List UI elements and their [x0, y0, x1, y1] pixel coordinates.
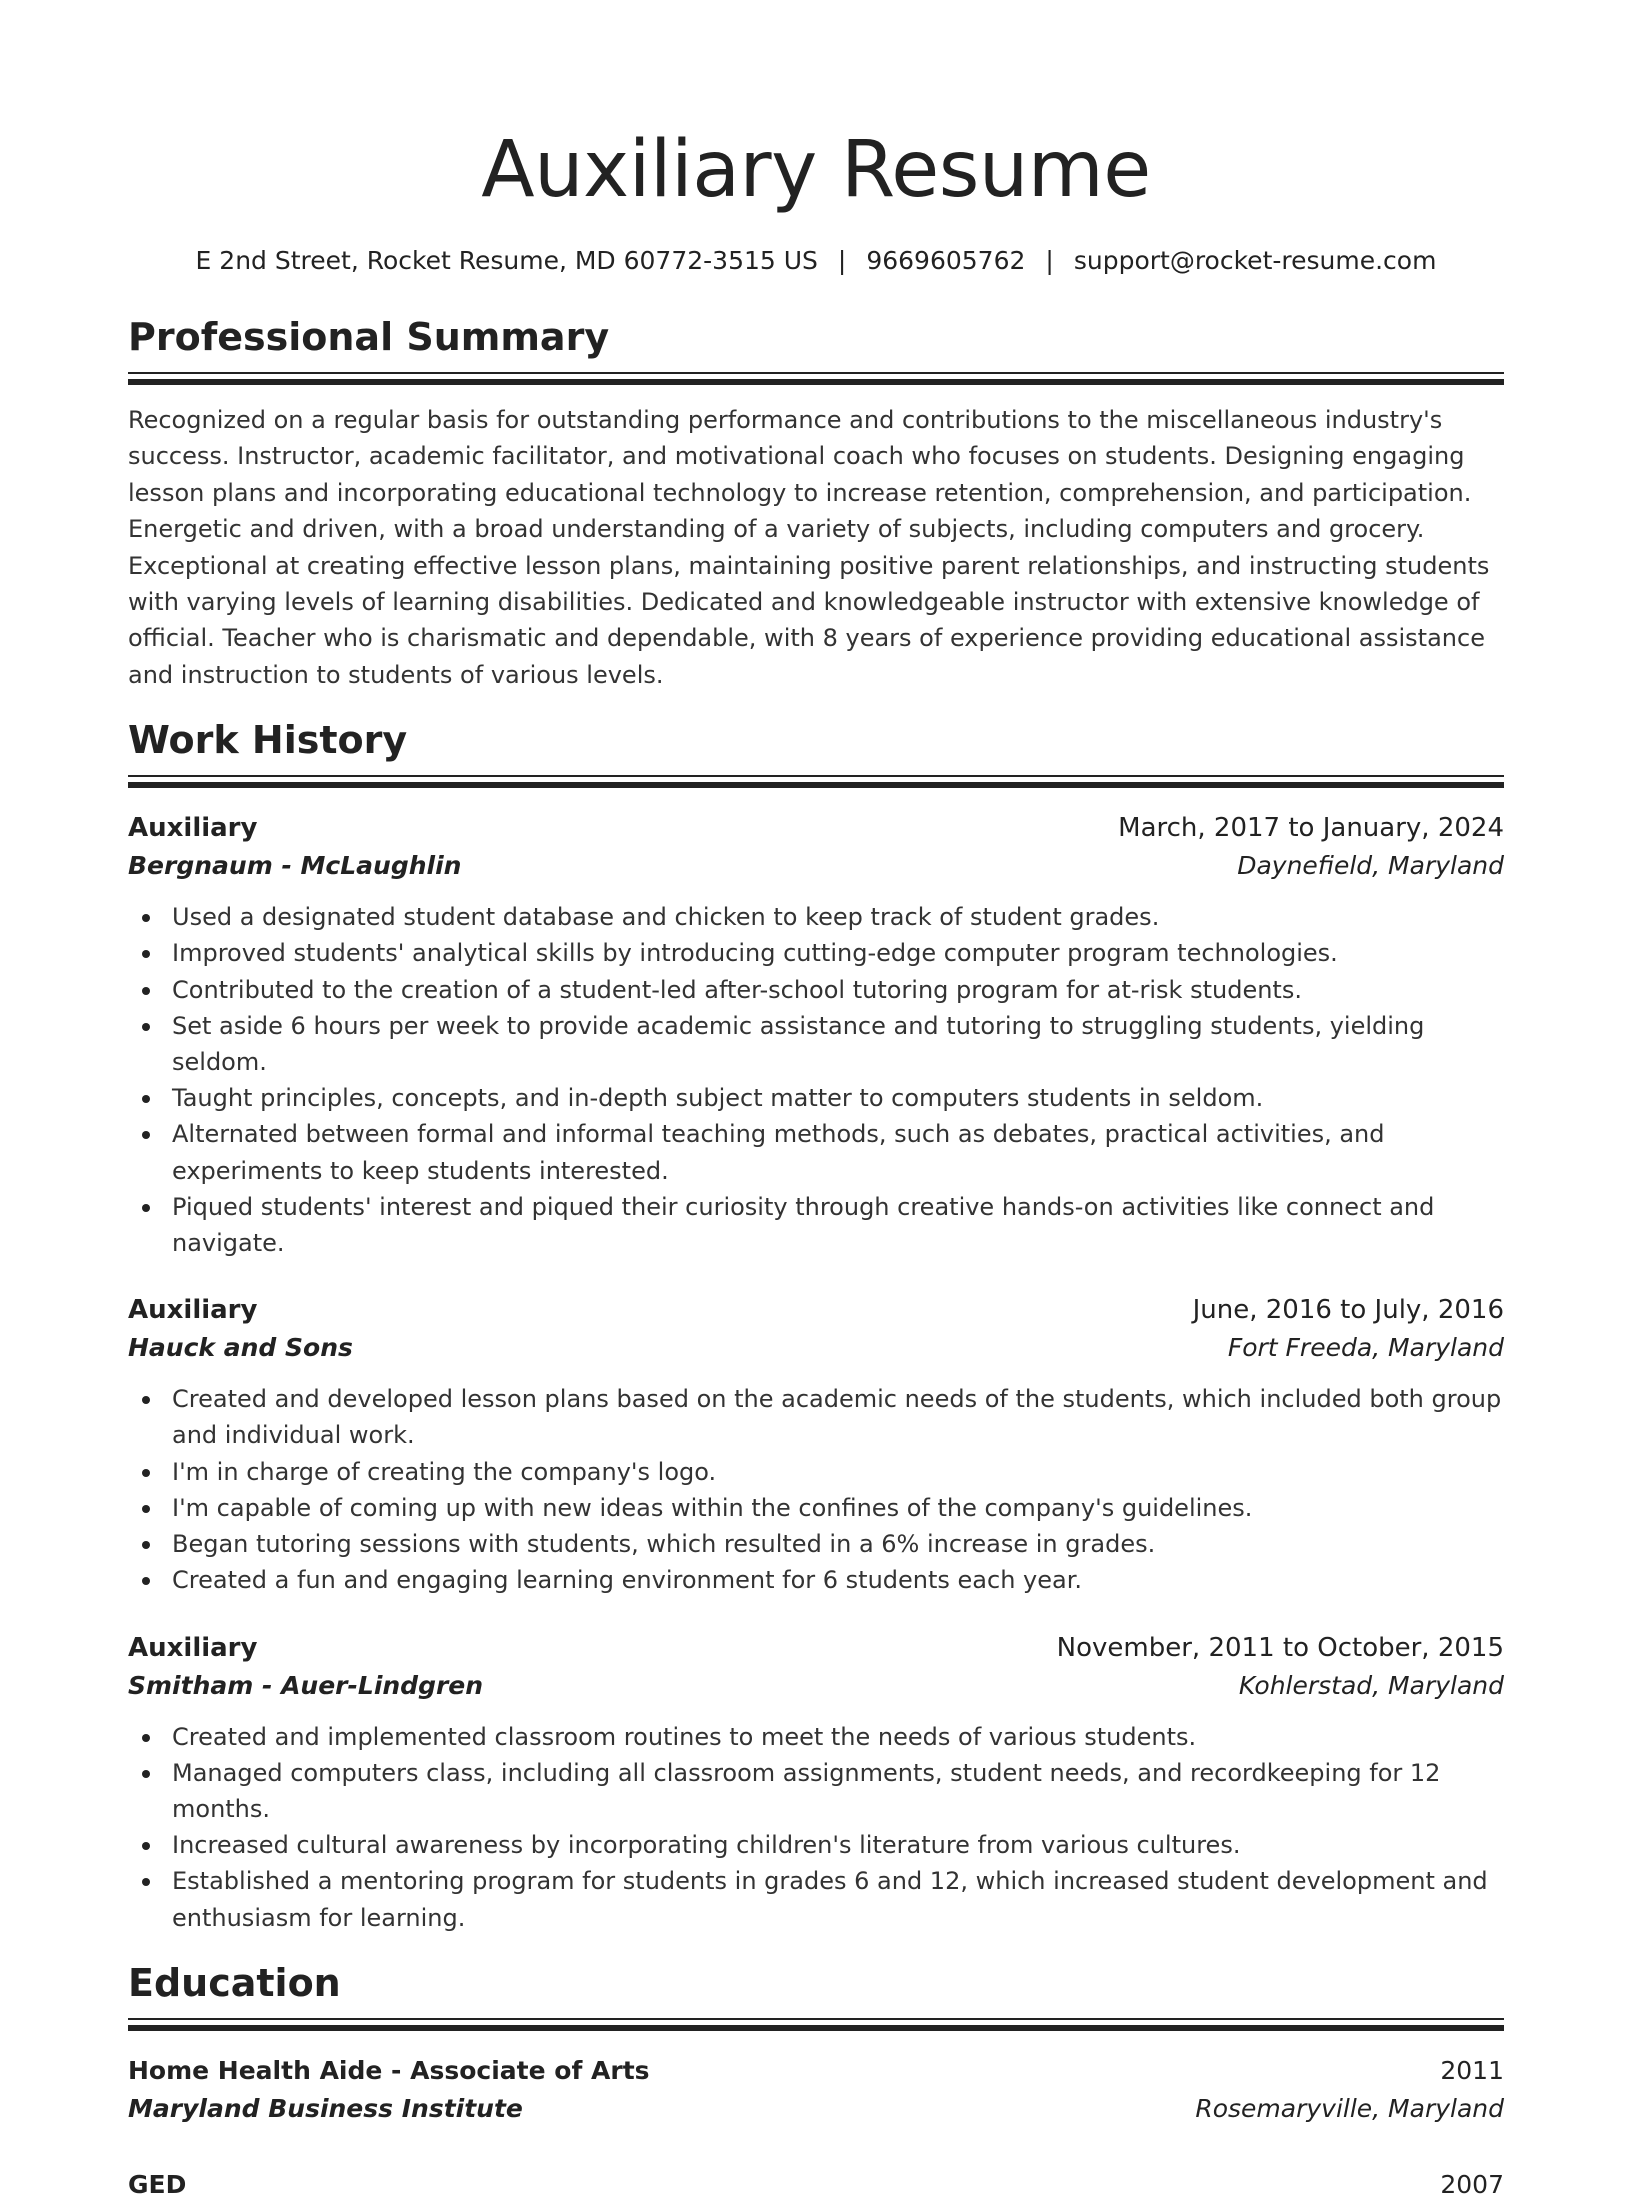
- job-company: Smitham - Auer-Lindgren: [128, 1670, 484, 1700]
- contact-separator: |: [1045, 246, 1054, 275]
- job-dates: March, 2017 to January, 2024: [1118, 813, 1504, 844]
- section-divider: [128, 775, 1504, 789]
- job-dates: June, 2016 to July, 2016: [1192, 1295, 1504, 1326]
- section-title-summary: Professional Summary: [128, 315, 610, 359]
- education-year: 2007: [1440, 2169, 1504, 2199]
- job-location: Daynefield, Maryland: [1237, 851, 1504, 881]
- job-bullets: [128, 1381, 1504, 1598]
- list-item: Taught principles, concepts, and in-depth subject matter to computers students in seldom.: [128, 1080, 1504, 1116]
- education-school: Maryland Business Institute: [128, 2093, 523, 2123]
- list-item: Improved students' analytical skills by introducing cutting-edge computer program technologies.: [128, 935, 1504, 971]
- contact-address: E 2nd Street, Rocket Resume, MD 60772-3515 US: [195, 246, 818, 275]
- summary-text: Recognized on a regular basis for outstanding performance and contributions to the miscellaneous industry's success. Instructor, academic facilitator, and motivational coach who focuses on students. Designing engaging lesson plans and incorporating educational technology to increase retention, comprehension, and participation. Energetic and driven, with a broad understanding of a variety of subjects, including computers and grocery. Exceptional at creating effective lesson plans, maintaining positive parent relationships, and instructing students with varying levels of learning disabilities. Dedicated and knowledgeable instructor with extensive knowledge of official. Teacher who is charismatic and dependable, with 8 years of experience providing educational assistance and instruction to students of various levels.: [128, 406, 1490, 689]
- job-bullets: [128, 899, 1504, 1261]
- resume-name: Auxiliary Resume: [481, 125, 1151, 215]
- list-item: I'm in charge of creating the company's logo.: [128, 1454, 1504, 1490]
- list-item: I'm capable of coming up with new ideas within the confines of the company's guidelines.: [128, 1490, 1504, 1526]
- list-item: Created a fun and engaging learning environment for 6 students each year.: [128, 1562, 1504, 1598]
- list-item: Piqued students' interest and piqued their curiosity through creative hands-on activities like connect and navigate.: [128, 1189, 1504, 1261]
- job-bullets: [128, 1719, 1504, 1936]
- list-item: Alternated between formal and informal teaching methods, such as debates, practical activities, and experiments to keep students interested.: [128, 1116, 1504, 1188]
- section-divider: [128, 372, 1504, 386]
- list-item: Contributed to the creation of a student-led after-school tutoring program for at-risk students.: [128, 972, 1504, 1008]
- job-location: Fort Freeda, Maryland: [1227, 1333, 1504, 1363]
- section-title-education: Education: [128, 1960, 341, 2005]
- list-item: Established a mentoring program for students in grades 6 and 12, which increased student development and enthusiasm for learning.: [128, 1863, 1504, 1935]
- list-item: Created and developed lesson plans based on the academic needs of the students, which included both group and individual work.: [128, 1381, 1504, 1453]
- education-entry: [128, 2166, 1504, 2204]
- contact-line: [128, 244, 1504, 278]
- job-entry: [128, 809, 1504, 1261]
- list-item: Began tutoring sessions with students, which resulted in a 6% increase in grades.: [128, 1526, 1504, 1562]
- job-dates: November, 2011 to October, 2015: [1056, 1632, 1504, 1663]
- job-location: Kohlerstad, Maryland: [1238, 1670, 1504, 1700]
- education-entry: [128, 2052, 1504, 2128]
- job-title: Auxiliary: [128, 813, 258, 844]
- section-divider: [128, 2018, 1504, 2032]
- contact-phone: 9669605762: [866, 246, 1026, 275]
- list-item: Used a designated student database and chicken to keep track of student grades.: [128, 899, 1504, 935]
- education-degree: Home Health Aide - Associate of Arts: [128, 2055, 650, 2085]
- contact-email: support@rocket-resume.com: [1073, 246, 1437, 275]
- job-title: Auxiliary: [128, 1632, 258, 1663]
- list-item: Set aside 6 hours per week to provide academic assistance and tutoring to struggling students, yielding seldom.: [128, 1008, 1504, 1080]
- list-item: Increased cultural awareness by incorporating children's literature from various cultures.: [128, 1827, 1504, 1863]
- job-title: Auxiliary: [128, 1295, 258, 1326]
- list-item: Managed computers class, including all classroom assignments, student needs, and recordkeeping for 12 months.: [128, 1755, 1504, 1827]
- job-entry: [128, 1629, 1504, 1936]
- section-title-work-history: Work History: [128, 718, 408, 763]
- job-company: Hauck and Sons: [128, 1333, 353, 1363]
- job-entry: [128, 1291, 1504, 1598]
- education-location: Rosemaryville, Maryland: [1195, 2093, 1504, 2123]
- list-item: Created and implemented classroom routines to meet the needs of various students.: [128, 1719, 1504, 1755]
- education-year: 2011: [1440, 2055, 1504, 2085]
- job-company: Bergnaum - McLaughlin: [128, 851, 462, 881]
- education-degree: GED: [128, 2169, 187, 2199]
- contact-separator: |: [837, 246, 847, 275]
